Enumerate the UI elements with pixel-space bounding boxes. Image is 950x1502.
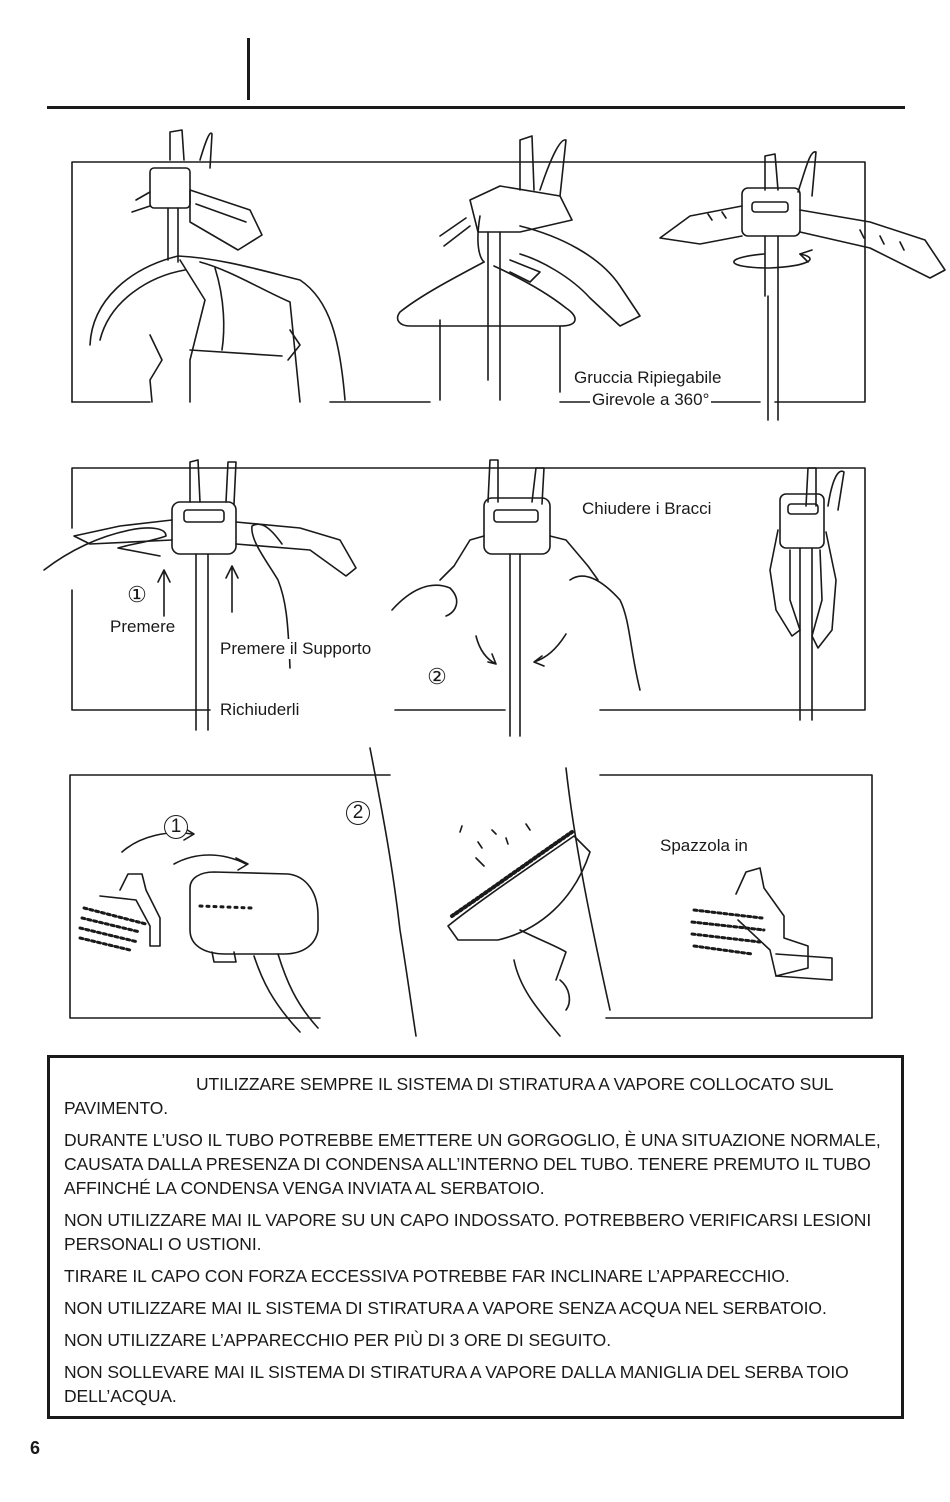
label-spazzola-in: Spazzola in [660,836,748,855]
panel-hanger-illustration [0,0,950,440]
label-premere: Premere [110,617,176,636]
panel-brush-accessory [0,740,950,1040]
label-chiudere-i-bracci: Chiudere i Bracci [582,499,712,518]
warning-text-1: UTILIZZARE SEMPRE IL SISTEMA DI STIRATURA A VAPORE COLLOCATO SUL PAVIMENTO. [64,1074,833,1118]
step-2-number: ② [427,664,447,689]
brush-illustration [0,740,950,1040]
step-1-number: ① [127,582,147,607]
warning-text-3: NON UTILIZZARE MAI IL VAPORE SU UN CAPO INDOSSATO. POTREBBERO VERIFICARSI LESIONI PERSONALI O USTIONI. [64,1210,872,1254]
step-1-badge: 1 [164,815,188,839]
label-richiuderli: Richiuderli [220,700,300,719]
label-premere-il-supporto: Premere il Supporto [220,639,372,658]
warning-box [47,1055,904,1419]
hanger-illustration [0,0,950,440]
caption-line-2: Girevole a 360° [592,390,710,409]
page-number: 6 [30,1438,41,1458]
warning-text-4: TIRARE IL CAPO CON FORZA ECCESSIVA POTREBBE FAR INCLINARE L’APPARECCHIO. [64,1266,790,1286]
step-2-badge: 2 [346,801,370,825]
panel-close-arms [0,440,950,740]
warning-text-6: NON UTILIZZARE L’APPARECCHIO PER PIÙ DI 3 ORE DI SEGUITO. [64,1330,611,1350]
warning-text-5: NON UTILIZZARE MAI IL SISTEMA DI STIRATURA A VAPORE SENZA ACQUA NEL SERBATOIO. [64,1298,827,1318]
caption-line-1: Gruccia Ripiegabile [574,368,722,387]
warning-text-7: NON SOLLEVARE MAI IL SISTEMA DI STIRATURA A VAPORE DALLA MANIGLIA DEL SERBA TOIO DELL’ACQUA. [64,1362,849,1406]
warning-text-2: DURANTE L’USO IL TUBO POTREBBE EMETTERE UN GORGOGLIO, È UNA SITUAZIONE NORMALE, CAUSATA DALLA PRESENZA DI CONDENSA ALL’INTERNO DEL TUBO. TENERE PREMUTO IL TUBO AFFINCHÉ LA CONDENSA VENGA INVIATA AL SERBATOIO. [64,1130,881,1198]
